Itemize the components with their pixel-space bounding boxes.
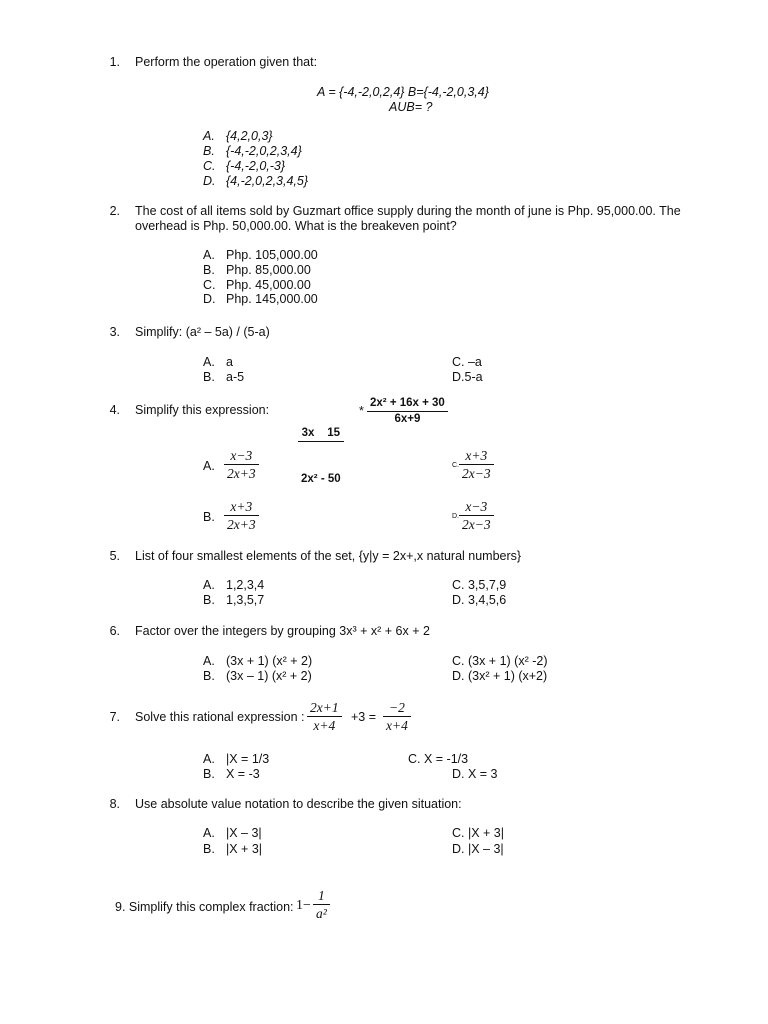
fraction-denominator: 6x+9 [394,413,421,425]
question-text: Simplify: (a² – 5a) / (5-a) [135,325,270,339]
question-number: 8. [109,797,120,811]
question-number: 6. [109,624,120,638]
equation-right-fraction [383,699,411,734]
choice-letter: B. [203,669,215,683]
choice-text: a [226,355,233,369]
choice-text: {-4,-2,0,2,3,4} [226,144,302,158]
question-text-line-1: The cost of all items sold by Guzmart office supply during the month of june is Php. 95,000.00. The [135,204,681,218]
choice-a-fraction [224,447,259,482]
question-number: 7. [109,710,120,724]
choice-text: 1,3,5,7 [226,593,265,607]
choice-text: {-4,-2,0,-3} [226,159,286,173]
choice-text: (3x – 1) (x² + 2) [226,669,312,683]
question-text: Perform the operation given that: [135,55,318,69]
fraction-denominator: x+4 [386,718,408,733]
choice-letter: A. [203,654,215,668]
choice-c: C. X = -1/3 [408,752,469,766]
choice-letter: B. [203,510,215,524]
choice-letter: D. [203,174,216,188]
choice-text: (3x + 1) (x² + 2) [226,654,313,668]
choice-text: {4,-2,0,2,3,4,5} [226,174,309,188]
fraction-numerator: −2 [383,699,411,717]
choice-letter: B. [203,263,215,277]
fraction-denominator: 2x+3 [227,466,256,481]
choice-c: C. |X + 3| [452,826,505,840]
choice-letter: C. [203,159,216,173]
question-number: 5. [109,549,120,563]
choice-d: D. (3x² + 1) (x+2) [452,669,548,683]
complex-fraction [313,887,330,922]
choice-letter: B. [203,593,215,607]
choice-text: Php. 85,000.00 [226,263,311,277]
fraction-denominator: x+4 [313,718,336,733]
equation-left-fraction [307,699,342,734]
question-text: Factor over the integers by grouping 3x³ + x² + 6x + 2 [135,624,430,638]
question-number: 2. [109,204,120,218]
question-text: 9. Simplify this complex fraction: [115,900,294,914]
expression-fraction-1 [298,396,344,517]
choice-d: D. |X – 3| [452,842,504,856]
question-number: 3. [109,325,120,339]
choice-d-fraction [459,498,494,533]
choice-text: Php. 105,000.00 [226,248,318,262]
choice-letter: D. [203,292,216,306]
choice-c-fraction [459,447,494,482]
choice-letter: B. [203,767,215,781]
fraction-denominator: 2x+3 [227,517,256,532]
choice-b-fraction [224,498,259,533]
question-number: 1. [109,55,120,69]
choice-text: Php. 145,000.00 [226,292,318,306]
equation-middle: +3 = [351,710,377,724]
choice-d: D. 3,4,5,6 [452,593,507,607]
fraction-numerator: x+3 [224,498,259,516]
choice-c: C. 3,5,7,9 [452,578,507,592]
choice-letter: A. [203,578,215,592]
choice-c: C. –a [452,355,482,369]
choice-letter: B. [203,370,215,384]
question-text: Use absolute value notation to describe the given situation: [135,797,462,811]
choice-text: {4,2,0,3} [226,129,273,143]
fraction-numerator: 2x+1 [307,699,342,717]
choice-text: 1,2,3,4 [226,578,265,592]
choice-letter: D. [452,513,459,520]
fraction-numerator: 3x 15 [298,426,344,442]
fraction-denominator: 2x² - 50 [301,473,341,485]
choice-letter: A. [203,355,215,369]
choice-letter: A. [203,459,215,473]
choice-text: X = -3 [226,767,260,781]
question-text: List of four smallest elements of the set, {y|y = 2x+,x natural numbers} [135,549,522,563]
choice-text: |X + 3| [226,842,263,856]
choice-letter: A. [203,248,215,262]
choice-letter: B. [203,144,215,158]
complex-fraction-whole: 1− [296,898,311,913]
choice-d: D. X = 3 [452,767,498,781]
question-text: Solve this rational expression : [135,710,305,724]
fraction-numerator: x−3 [224,447,259,465]
choice-d: D.5-a [452,370,483,384]
choice-letter: A. [203,826,215,840]
fraction-numerator: 1 [313,887,330,905]
fraction-numerator: x+3 [459,447,494,465]
choice-letter: C. [452,462,459,469]
choice-text: a-5 [226,370,245,384]
fraction-denominator: 2x−3 [462,466,491,481]
fraction-denominator: a² [316,906,327,921]
choice-letter: A. [203,129,215,143]
choice-c: C. (3x + 1) (x² -2) [452,654,548,668]
choice-text: Php. 45,000.00 [226,278,311,292]
question-number: 4. [109,403,120,417]
multiply-operator: * [359,404,364,418]
set-definitions: A = {-4,-2,0,2,4} B={-4,-2,0,3,4} [317,85,489,99]
choice-letter: C. [203,278,216,292]
fraction-numerator: x−3 [459,498,494,516]
question-ask: AUB= ? [389,100,433,114]
question-text-line-2: overhead is Php. 50,000.00. What is the breakeven point? [135,219,457,233]
question-text: Simplify this expression: [135,403,270,417]
choice-letter: A. [203,752,215,766]
fraction-numerator: 2x² + 16x + 30 [367,396,448,412]
choice-letter: B. [203,842,215,856]
fraction-denominator: 2x−3 [462,517,491,532]
choice-text: |X – 3| [226,826,262,840]
expression-fraction-2 [367,396,448,427]
choice-text: |X = 1/3 [226,752,270,766]
